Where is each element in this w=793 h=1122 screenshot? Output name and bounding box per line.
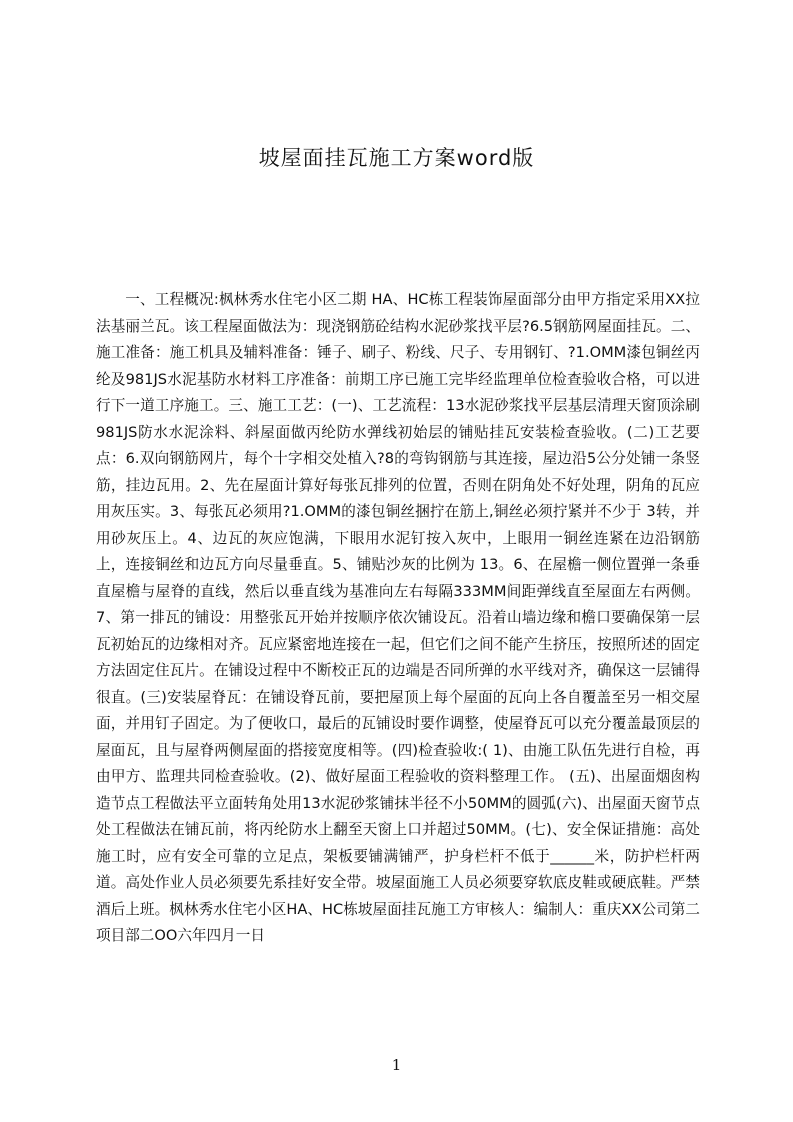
- document-body: 一、工程概况:枫林秀水住宅小区二期 HA、HC栋工程装饰屋面部分由甲方指定采用XX拉法基丽兰瓦。该工程屋面做法为：现浇钢筋砼结构水泥砂浆找平层?6.5钢筋网屋面挂瓦。二、施工准备：施工机具及辅料准备：锤子、刷子、粉线、尺子、专用钢钉、?1.OMM漆包铜丝丙纶及981JS水泥基防水材料工序准备：前期工序已施工完毕经监理单位检查验收合格，可以进行下一道工序施工。三、施工工艺：(一)、工艺流程：13水泥砂浆找平层基层清理天窗顶涂刷981JS防水水泥涂料、斜屋面做丙纶防水弹线初始层的铺贴挂瓦安装检查验收。(二)工艺要点：6.双向钢筋网片，每个十字相交处植入?8的弯钩钢筋与其连接，屋边沿5公分处铺一条竖筋，挂边瓦用。2、先在屋面计算好每张瓦排列的位置，否则在阴角处不好处理，阴角的瓦应用灰压实。3、每张瓦必须用?1.OMM的漆包铜丝捆拧在筋上,铜丝必须拧紧并不少于 3转，并用砂灰压上。4、边瓦的灰应饱满，下眼用水泥钉按入灰中，上眼用一铜丝连紧在边沿钢筋上，连接铜丝和边瓦方向尽量垂直。5、铺贴沙灰的比例为 13。6、在屋檐一侧位置弹一条垂直屋檐与屋脊的直线，然后以垂直线为基准向左右每隔333MM间距弹线直至屋面左右两侧。7、第一排瓦的铺设：用整张瓦开始并按顺序依次铺设瓦。沿着山墙边缘和檐口要确保第一层瓦初始瓦的边缘相对齐。瓦应紧密地连接在一起，但它们之间不能产生挤压，按照所述的固定方法固定住瓦片。在铺设过程中不断校正瓦的边端是否同所弹的水平线对齐，确保这一层铺得很直。(三)安装屋脊瓦：在铺设脊瓦前，要把屋顶上每个屋面的瓦向上各自覆盖至另一相交屋面，并用钉子固定。为了便收口，最后的瓦铺设时要作调整，使屋脊瓦可以充分覆盖最顶层的屋面瓦，且与屋脊两侧屋面的搭接宽度相等。(四)检查验收:( 1)、由施工队伍先进行自检，再由甲方、监理共同检查验收。(2)、做好屋面工程验收的资料整理工作。 (五)、出屋面烟囱构造节点工程做法平立面转角处用13水泥砂浆铺抹半径不小50MM的圆弧(六)、出屋面天窗节点处工程做法在铺瓦前，将丙纶防水上翻至天窗上口并超过50MM。(七)、安全保证措施：高处施工时，应有安全可靠的立足点，架板要铺满铺严，护身栏杆不低于______米，防护栏杆两道。高处作业人员必须要先系挂好安全带。坡屋面施工人员必须要穿软底皮鞋或硬底鞋。严禁酒后上班。枫林秀水住宅小区HA、HC栋坡屋面挂瓦施工方审核人：编制人：重庆XX公司第二项目部二OO六年四月一日: [96, 291, 700, 944]
- page-number: 1: [391, 1056, 402, 1074]
- document-title: 坡屋面挂瓦施工方案word版: [258, 146, 535, 170]
